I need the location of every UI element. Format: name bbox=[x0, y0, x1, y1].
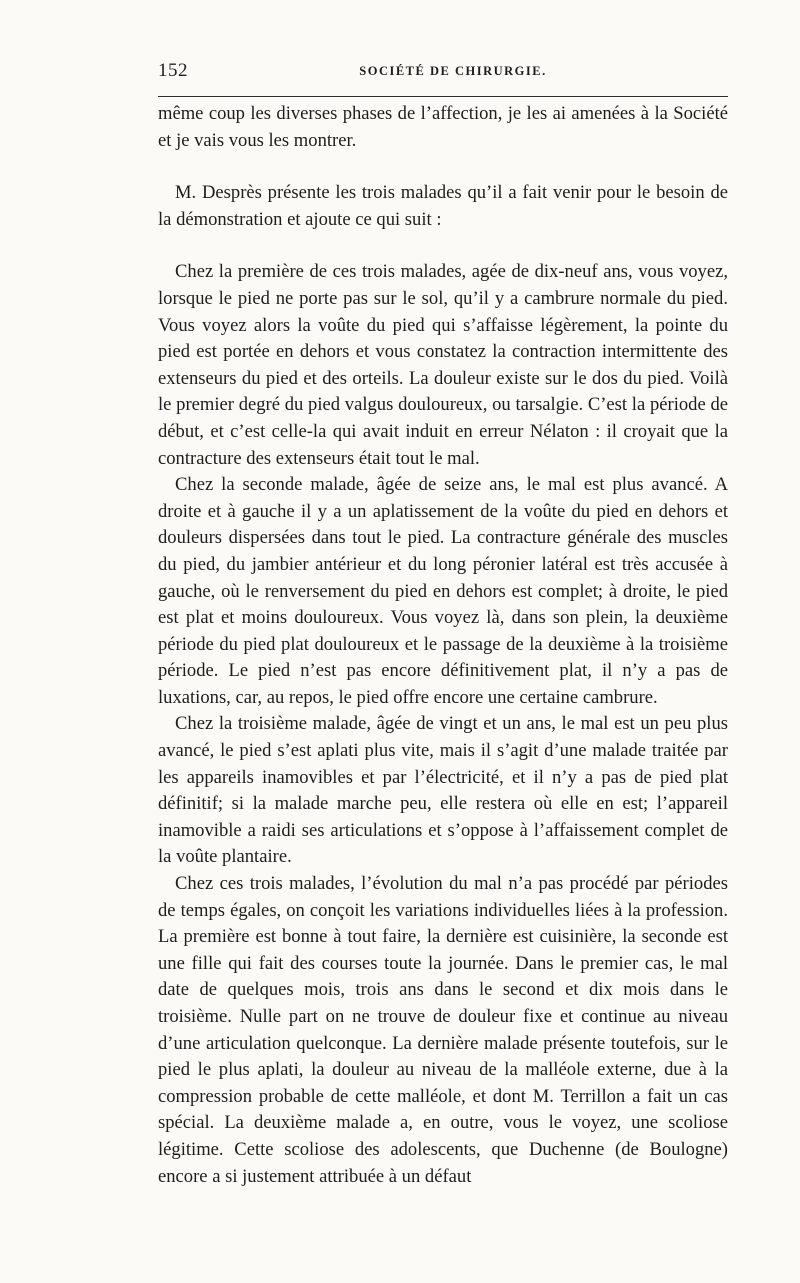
paragraph-first-patient: Chez la première de ces trois malades, agée de dix-neuf ans, vous voyez, lorsque le pied ne porte pas sur le sol, qu’il y a cambrure normale du pied. Vous voyez alors la voûte du pied qui s’affaisse légèrement, la pointe du pied est portée en dehors et vous constatez la contraction intermittente des extenseurs du pied et des orteils. La douleur existe sur le dos du pied. Voilà le premier degré du pied valgus douloureux, ou tarsalgie. C’est la période de début, et c’est celle-la qui avait induit en erreur Nélaton : il croyait que la contracture des extenseurs était tout le mal. bbox=[158, 261, 728, 469]
header-rule bbox=[158, 96, 728, 97]
paragraph-second-patient: Chez la seconde malade, âgée de seize ans, le mal est plus avancé. A droite et à gauche il y a un aplatissement de la voûte du pied en dehors et douleurs dispersées dans tout le pied. La contracture générale des muscles du pied, du jambier antérieur et du long péronier latéral est très accusée à gauche, où le renversement du pied en dehors est complet; à droite, le pied est plat et moins douloureux. Vous voyez là, dans son plein, la deuxième période du pied plat douloureux et le passage de la deuxième à la troisième période. Le pied n’est pas encore définitivement plat, il n’y a pas de luxations, car, au repos, le pied offre encore une certaine cambrure. bbox=[158, 474, 728, 708]
running-head bbox=[158, 58, 728, 92]
book-page bbox=[158, 58, 728, 1190]
page-number: 152 bbox=[158, 60, 188, 81]
running-title: SOCIÉTÉ DE CHIRURGIE. bbox=[359, 64, 547, 78]
paragraph-continuation: même coup les diverses phases de l’affection, je les ai amenées à la Société et je vais vous les montrer. bbox=[158, 103, 728, 151]
paragraph-third-patient: Chez la troisième malade, âgée de vingt et un ans, le mal est un peu plus avancé, le pied s’est aplati plus vite, mais il s’agit d’une malade traitée par les appareils inamovibles et par l’électricité, et il n’y a pas de pied plat définitif; si la malade marche peu, elle restera où elle en est; l’appareil inamovible a raidi ses articulations et s’oppose à l’affaissement complet de la voûte plantaire. bbox=[158, 713, 728, 868]
paragraph-introduction: M. Desprès présente les trois malades qu’il a fait venir pour le besoin de la démonstration et ajoute ce qui suit : bbox=[158, 182, 728, 230]
paragraph-summary: Chez ces trois malades, l’évolution du mal n’a pas procédé par périodes de temps égales, on conçoit les variations individuelles liées à la profession. La première est bonne à tout faire, la dernière est cuisinière, la seconde est une fille qui fait des courses toute la journée. Dans le premier cas, le mal date de quelques mois, trois ans dans le second et dix mois dans le troisième. Nulle part on ne trouve de douleur fixe et continue au niveau d’une articulation quelconque. La dernière malade présente toutefois, sur le pied le plus aplati, la douleur au niveau de la malléole externe, due à la compression probable de cette malléole, et dont M. Terrillon a fait un cas spécial. La deuxième malade a, en outre, vous le voyez, une scoliose légitime. Cette scoliose des adolescents, que Duchenne (de Boulogne) encore a si justement attribuée à un défaut bbox=[158, 873, 728, 1187]
body-text bbox=[158, 101, 728, 1190]
